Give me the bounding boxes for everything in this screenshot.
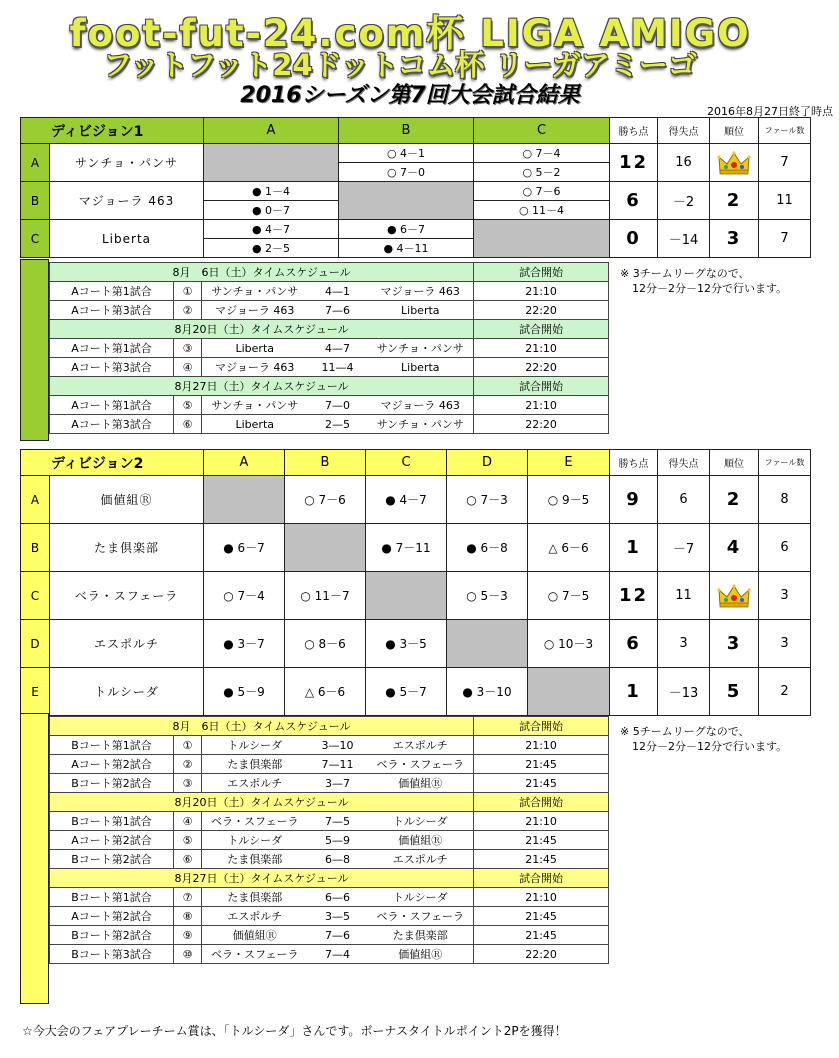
schedule-away-team: たま倶楽部	[368, 926, 474, 945]
schedule-court: Aコート第3試合	[50, 301, 174, 320]
division2-fouls: 2	[759, 668, 811, 716]
division1-row-letter: C	[21, 220, 50, 258]
crown-icon	[717, 583, 751, 609]
division1-result: ● 4－7	[204, 220, 339, 239]
schedule-time: 21:45	[474, 774, 609, 793]
division1-result: ○ 11－4	[474, 201, 610, 220]
division1-result: ○ 5－2	[474, 163, 610, 182]
schedule-score: 4—1	[308, 282, 368, 301]
rank-header: 順位	[710, 450, 759, 476]
schedule-home-team: エスポルチ	[202, 907, 308, 926]
division2-result: ● 6－7	[204, 524, 285, 572]
division1-self-cell	[339, 182, 474, 220]
schedule-home-team: ベラ・スフェーラ	[202, 812, 308, 831]
division2-result: ● 6－8	[447, 524, 528, 572]
division2-schedule-sidebar	[20, 713, 49, 1004]
division1-rank	[710, 144, 759, 182]
schedule-score: 3—5	[308, 907, 368, 926]
division2-points: 12	[610, 572, 658, 620]
division2-note	[620, 724, 787, 754]
division1-points: 6	[610, 182, 658, 220]
division2-name: ディビジョン2	[21, 450, 204, 476]
schedule-time: 21:45	[474, 907, 609, 926]
schedule-home-team: エスポルチ	[202, 774, 308, 793]
division2-row-letter: C	[21, 572, 50, 620]
division1-points: 12	[610, 144, 658, 182]
points-header: 勝ち点	[610, 118, 658, 144]
division2-rank: 3	[710, 620, 759, 668]
division1-note-line2: 12分－2分－12分で行います。	[632, 282, 788, 295]
division1-result: ○ 7－0	[339, 163, 474, 182]
division2-col-C: C	[366, 450, 447, 476]
schedule-time: 21:10	[474, 339, 609, 358]
division2-schedule	[49, 716, 609, 964]
schedule-court: Aコート第1試合	[50, 282, 174, 301]
schedule-score: 7—4	[308, 945, 368, 964]
schedule-away-team: ベラ・スフェーラ	[368, 907, 474, 926]
schedule-court: Aコート第1試合	[50, 339, 174, 358]
division2-fouls: 3	[759, 572, 811, 620]
division1-self-cell	[474, 220, 610, 258]
schedule-court: Aコート第2試合	[50, 831, 174, 850]
schedule-court: Aコート第2試合	[50, 755, 174, 774]
division2-result: ● 3－7	[204, 620, 285, 668]
fouls-header: ファール数	[759, 450, 811, 476]
schedule-time: 22:20	[474, 358, 609, 377]
schedule-away-team: エスポルチ	[368, 736, 474, 755]
schedule-score: 4—7	[308, 339, 368, 358]
schedule-score: 7—6	[308, 301, 368, 320]
schedule-home-team: Liberta	[202, 415, 308, 434]
division1-result: ● 0－7	[204, 201, 339, 220]
schedule-court: Aコート第2試合	[50, 907, 174, 926]
division1-goal-diff: －14	[658, 220, 710, 258]
division1-col-C: C	[474, 118, 610, 144]
schedule-game-no: ⑦	[174, 888, 202, 907]
schedule-time: 21:45	[474, 755, 609, 774]
rank-header: 順位	[710, 118, 759, 144]
schedule-score: 3—7	[308, 774, 368, 793]
schedule-away-team: マジョーラ 463	[368, 396, 474, 415]
schedule-score: 7—0	[308, 396, 368, 415]
schedule-home-team: たま倶楽部	[202, 888, 308, 907]
division1-result: ● 2－5	[204, 239, 339, 258]
schedule-away-team: 価値組Ⓡ	[368, 945, 474, 964]
division2-row-letter: D	[21, 620, 50, 668]
schedule-court: Aコート第1試合	[50, 396, 174, 415]
division2-row-letter: A	[21, 476, 50, 524]
division2-team-name: たま倶楽部	[50, 524, 204, 572]
schedule-time: 22:20	[474, 415, 609, 434]
division1-schedule-sidebar	[20, 259, 49, 441]
schedule-home-team: たま倶楽部	[202, 850, 308, 869]
division1-result: ○ 4－1	[339, 144, 474, 163]
schedule-court: Bコート第3試合	[50, 945, 174, 964]
division2-result: ○ 7－4	[204, 572, 285, 620]
division2-result: △ 6－6	[285, 668, 366, 716]
schedule-score: 6—8	[308, 850, 368, 869]
division2-note-line1: ※ 5チームリーグなので、	[620, 725, 750, 738]
fouls-header: ファール数	[759, 118, 811, 144]
schedule-score: 6—6	[308, 888, 368, 907]
schedule-time: 21:10	[474, 888, 609, 907]
division2-result: ● 3－5	[366, 620, 447, 668]
schedule-time: 21:10	[474, 396, 609, 415]
schedule-start-header: 試合開始	[474, 377, 609, 396]
division1-goal-diff: 16	[658, 144, 710, 182]
division2-self-cell	[285, 524, 366, 572]
division2-rank: 2	[710, 476, 759, 524]
division2-result: ○ 9－5	[528, 476, 610, 524]
division2-goal-diff: 3	[658, 620, 710, 668]
points-header: 勝ち点	[610, 450, 658, 476]
division2-goal-diff: －7	[658, 524, 710, 572]
division1-row-letter: B	[21, 182, 50, 220]
schedule-court: Aコート第3試合	[50, 415, 174, 434]
division1-result: ○ 7－6	[474, 182, 610, 201]
schedule-court: Bコート第2試合	[50, 850, 174, 869]
division2-rank: 4	[710, 524, 759, 572]
schedule-away-team: 価値組Ⓡ	[368, 831, 474, 850]
division2-team-name: エスポルチ	[50, 620, 204, 668]
fair-play-footer: ☆今大会のフェアプレーチーム賞は、「トルシーダ」さんです。ボーナスタイトルポイント2Pを獲得！	[22, 1024, 567, 1038]
schedule-away-team: トルシーダ	[368, 888, 474, 907]
division2-result: ● 5－9	[204, 668, 285, 716]
division2-result: ● 3－10	[447, 668, 528, 716]
division1-rank: 3	[710, 220, 759, 258]
schedule-away-team: サンチョ・パンサ	[368, 339, 474, 358]
schedule-away-team: Liberta	[368, 301, 474, 320]
schedule-date-header: 8月27日（土）タイムスケジュール	[50, 869, 474, 888]
division2-points: 1	[610, 524, 658, 572]
division2-goal-diff: 11	[658, 572, 710, 620]
schedule-game-no: ⑥	[174, 415, 202, 434]
schedule-court: Bコート第1試合	[50, 812, 174, 831]
division1-result: ● 1－4	[204, 182, 339, 201]
schedule-date-header: 8月20日（土）タイムスケジュール	[50, 320, 474, 339]
schedule-game-no: ④	[174, 812, 202, 831]
division2-result: ○ 7－6	[285, 476, 366, 524]
schedule-game-no: ③	[174, 774, 202, 793]
schedule-away-team: Liberta	[368, 358, 474, 377]
schedule-time: 21:45	[474, 926, 609, 945]
schedule-court: Bコート第2試合	[50, 774, 174, 793]
schedule-score: 11—4	[308, 358, 368, 377]
division1-team-name: サンチョ・パンサ	[50, 144, 204, 182]
schedule-game-no: ①	[174, 282, 202, 301]
schedule-game-no: ②	[174, 755, 202, 774]
schedule-game-no: ⑩	[174, 945, 202, 964]
schedule-score: 7—6	[308, 926, 368, 945]
schedule-court: Bコート第1試合	[50, 736, 174, 755]
schedule-home-team: 価値組Ⓡ	[202, 926, 308, 945]
schedule-game-no: ②	[174, 301, 202, 320]
division2-row-letter: B	[21, 524, 50, 572]
schedule-home-team: マジョーラ 463	[202, 301, 308, 320]
schedule-home-team: マジョーラ 463	[202, 358, 308, 377]
division1-fouls: 7	[759, 144, 811, 182]
division2-self-cell	[447, 620, 528, 668]
schedule-date-header: 8月 6日（土）タイムスケジュール	[50, 717, 474, 736]
division1-result: ○ 7－4	[474, 144, 610, 163]
schedule-score: 7—5	[308, 812, 368, 831]
schedule-away-team: ベラ・スフェーラ	[368, 755, 474, 774]
schedule-time: 21:10	[474, 812, 609, 831]
schedule-start-header: 試合開始	[474, 263, 609, 282]
schedule-start-header: 試合開始	[474, 320, 609, 339]
division2-fouls: 8	[759, 476, 811, 524]
division2-fouls: 6	[759, 524, 811, 572]
division2-points: 6	[610, 620, 658, 668]
division2-col-D: D	[447, 450, 528, 476]
division1-name: ディビジョン1	[21, 118, 204, 144]
goal-diff-header: 得失点	[658, 118, 710, 144]
division1-schedule	[49, 262, 609, 434]
division2-result: ○ 10－3	[528, 620, 610, 668]
division2-col-B: B	[285, 450, 366, 476]
division2-result: △ 6－6	[528, 524, 610, 572]
division1-points: 0	[610, 220, 658, 258]
schedule-court: Bコート第1試合	[50, 888, 174, 907]
division2-result: ○ 5－3	[447, 572, 528, 620]
division2-team-name: ベラ・スフェーラ	[50, 572, 204, 620]
division1-rank: 2	[710, 182, 759, 220]
division2-points: 9	[610, 476, 658, 524]
division1-table	[20, 117, 811, 258]
division1-result: ● 6－7	[339, 220, 474, 239]
schedule-home-team: サンチョ・パンサ	[202, 282, 308, 301]
division2-self-cell	[366, 572, 447, 620]
schedule-game-no: ⑨	[174, 926, 202, 945]
division2-row-letter: E	[21, 668, 50, 716]
schedule-time: 22:20	[474, 301, 609, 320]
division2-rank	[710, 572, 759, 620]
schedule-home-team: Liberta	[202, 339, 308, 358]
division2-result: ○ 7－5	[528, 572, 610, 620]
schedule-game-no: ⑤	[174, 396, 202, 415]
schedule-time: 21:45	[474, 850, 609, 869]
division2-col-A: A	[204, 450, 285, 476]
goal-diff-header: 得失点	[658, 450, 710, 476]
title-line1: foot-fut-24.com杯 LIGA AMIGO	[69, 12, 751, 55]
schedule-score: 2—5	[308, 415, 368, 434]
division2-self-cell	[204, 476, 285, 524]
division2-note-line2: 12分－2分－12分で行います。	[632, 740, 788, 753]
division1-note-line1: ※ 3チームリーグなので、	[620, 267, 750, 280]
schedule-away-team: トルシーダ	[368, 812, 474, 831]
division1-col-A: A	[204, 118, 339, 144]
division1-col-B: B	[339, 118, 474, 144]
division2-team-name: トルシーダ	[50, 668, 204, 716]
division1-self-cell	[204, 144, 339, 182]
schedule-start-header: 試合開始	[474, 717, 609, 736]
division2-result: ○ 11－7	[285, 572, 366, 620]
schedule-game-no: ④	[174, 358, 202, 377]
schedule-home-team: たま倶楽部	[202, 755, 308, 774]
schedule-away-team: サンチョ・パンサ	[368, 415, 474, 434]
schedule-score: 7—11	[308, 755, 368, 774]
division1-fouls: 11	[759, 182, 811, 220]
division2-result: ○ 7－3	[447, 476, 528, 524]
division1-goal-diff: －2	[658, 182, 710, 220]
schedule-date-header: 8月27日（土）タイムスケジュール	[50, 377, 474, 396]
schedule-game-no: ③	[174, 339, 202, 358]
schedule-court: Bコート第2試合	[50, 926, 174, 945]
schedule-home-team: サンチョ・パンサ	[202, 396, 308, 415]
schedule-score: 5—9	[308, 831, 368, 850]
schedule-home-team: トルシーダ	[202, 736, 308, 755]
schedule-game-no: ⑧	[174, 907, 202, 926]
schedule-start-header: 試合開始	[474, 869, 609, 888]
division2-fouls: 3	[759, 620, 811, 668]
schedule-start-header: 試合開始	[474, 793, 609, 812]
division1-fouls: 7	[759, 220, 811, 258]
division2-self-cell	[528, 668, 610, 716]
schedule-away-team: 価値組Ⓡ	[368, 774, 474, 793]
division2-result: ● 5－7	[366, 668, 447, 716]
title-line2: フットフット24ドットコム杯 リーガアミーゴ	[103, 48, 697, 82]
schedule-game-no: ⑥	[174, 850, 202, 869]
division1-team-name: Liberta	[50, 220, 204, 258]
title-line3: 2016シーズン第7回大会試合結果	[240, 83, 580, 108]
schedule-home-team: トルシーダ	[202, 831, 308, 850]
schedule-time: 22:20	[474, 945, 609, 964]
crown-icon	[717, 150, 751, 176]
division2-col-E: E	[528, 450, 610, 476]
division1-team-name: マジョーラ 463	[50, 182, 204, 220]
schedule-time: 21:10	[474, 736, 609, 755]
division2-goal-diff: 6	[658, 476, 710, 524]
division1-row-letter: A	[21, 144, 50, 182]
schedule-away-team: エスポルチ	[368, 850, 474, 869]
division2-result: ● 4－7	[366, 476, 447, 524]
division1-note	[620, 266, 787, 296]
division2-result: ○ 8－6	[285, 620, 366, 668]
schedule-date-header: 8月 6日（土）タイムスケジュール	[50, 263, 474, 282]
schedule-score: 3—10	[308, 736, 368, 755]
schedule-date-header: 8月20日（土）タイムスケジュール	[50, 793, 474, 812]
schedule-time: 21:45	[474, 831, 609, 850]
division2-points: 1	[610, 668, 658, 716]
division2-team-name: 価値組Ⓡ	[50, 476, 204, 524]
division2-goal-diff: －13	[658, 668, 710, 716]
division1-result: ● 4－11	[339, 239, 474, 258]
schedule-away-team: マジョーラ 463	[368, 282, 474, 301]
schedule-game-no: ①	[174, 736, 202, 755]
division2-rank: 5	[710, 668, 759, 716]
schedule-home-team: ベラ・スフェーラ	[202, 945, 308, 964]
schedule-game-no: ⑤	[174, 831, 202, 850]
division2-result: ● 7－11	[366, 524, 447, 572]
as-of-date: 2016年8月27日終了時点	[707, 105, 833, 118]
schedule-court: Aコート第3試合	[50, 358, 174, 377]
schedule-time: 21:10	[474, 282, 609, 301]
division2-table	[20, 449, 811, 716]
